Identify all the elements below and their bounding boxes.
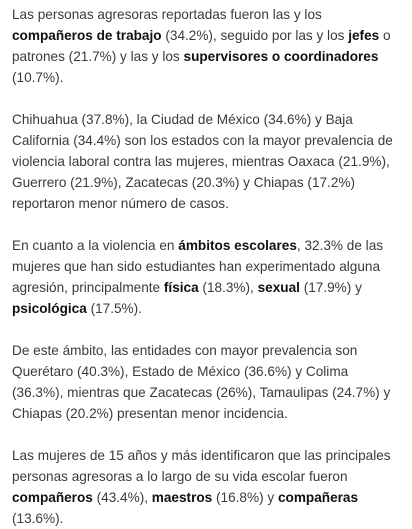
- paragraph-school-violence: [12, 235, 402, 319]
- bold-term-male-classmates: compañeros: [12, 490, 93, 505]
- text-span: o patrones (21.7%) y las y los: [12, 28, 391, 64]
- text-span: Las personas agresoras reportadas fueron las y los: [12, 7, 322, 22]
- text-span: (18.3%),: [198, 280, 258, 295]
- bold-term-physical: física: [163, 280, 199, 295]
- paragraph-workplace-states: [12, 109, 402, 214]
- bold-term-sexual: sexual: [257, 280, 300, 295]
- bold-term-psychological: psicológica: [12, 301, 87, 316]
- paragraph-school-aggressors: [12, 445, 402, 529]
- text-span: (10.7%).: [12, 70, 64, 85]
- bold-term-bosses: jefes: [348, 28, 380, 43]
- text-span: (17.9%) y: [299, 280, 362, 295]
- text-span: (16.8%) y: [212, 490, 278, 505]
- bold-term-female-classmates: compañeras: [277, 490, 359, 505]
- paragraph-workplace-aggressors: [12, 4, 402, 88]
- bold-term-school-settings: ámbitos escolares: [178, 238, 297, 253]
- text-span: (43.4%),: [92, 490, 152, 505]
- text-span: De este ámbito, las entidades con mayor prevalencia son Querétaro (40.3%), Estado de México (36.6%) y Colima (36.3%), mientras que Zacatecas (26%), Tamaulipas (24.7%) y Chiapas (20.2%) presentan menor incidencia.: [12, 343, 391, 421]
- text-span: , 32.3% de las mujeres que han sido estudiantes han experimentado alguna agresión, principalmente: [12, 238, 384, 295]
- bold-term-coworkers: compañeros de trabajo: [12, 28, 162, 43]
- text-span: Las mujeres de 15 años y más identificaron que las principales personas agresoras a lo largo de su vida escolar fueron: [12, 448, 391, 484]
- text-span: (17.5%).: [86, 301, 142, 316]
- paragraph-school-states: [12, 340, 402, 424]
- bold-term-teachers: maestros: [151, 490, 213, 505]
- text-span: (13.6%).: [12, 511, 64, 526]
- text-span: En cuanto a la violencia en: [12, 238, 179, 253]
- bold-term-supervisors: supervisores o coordinadores: [183, 49, 379, 64]
- text-span: (34.2%), seguido por las y los: [161, 28, 349, 43]
- text-span: Chihuahua (37.8%), la Ciudad de México (34.6%) y Baja California (34.4%) son los estados con la mayor prevalencia de violencia laboral contra las mujeres, mientras Oaxaca (21.9%), Guerrero (21.9%), Zacatecas (20.3%) y Chiapas (17.2%) reportaron menor número de casos.: [12, 112, 393, 211]
